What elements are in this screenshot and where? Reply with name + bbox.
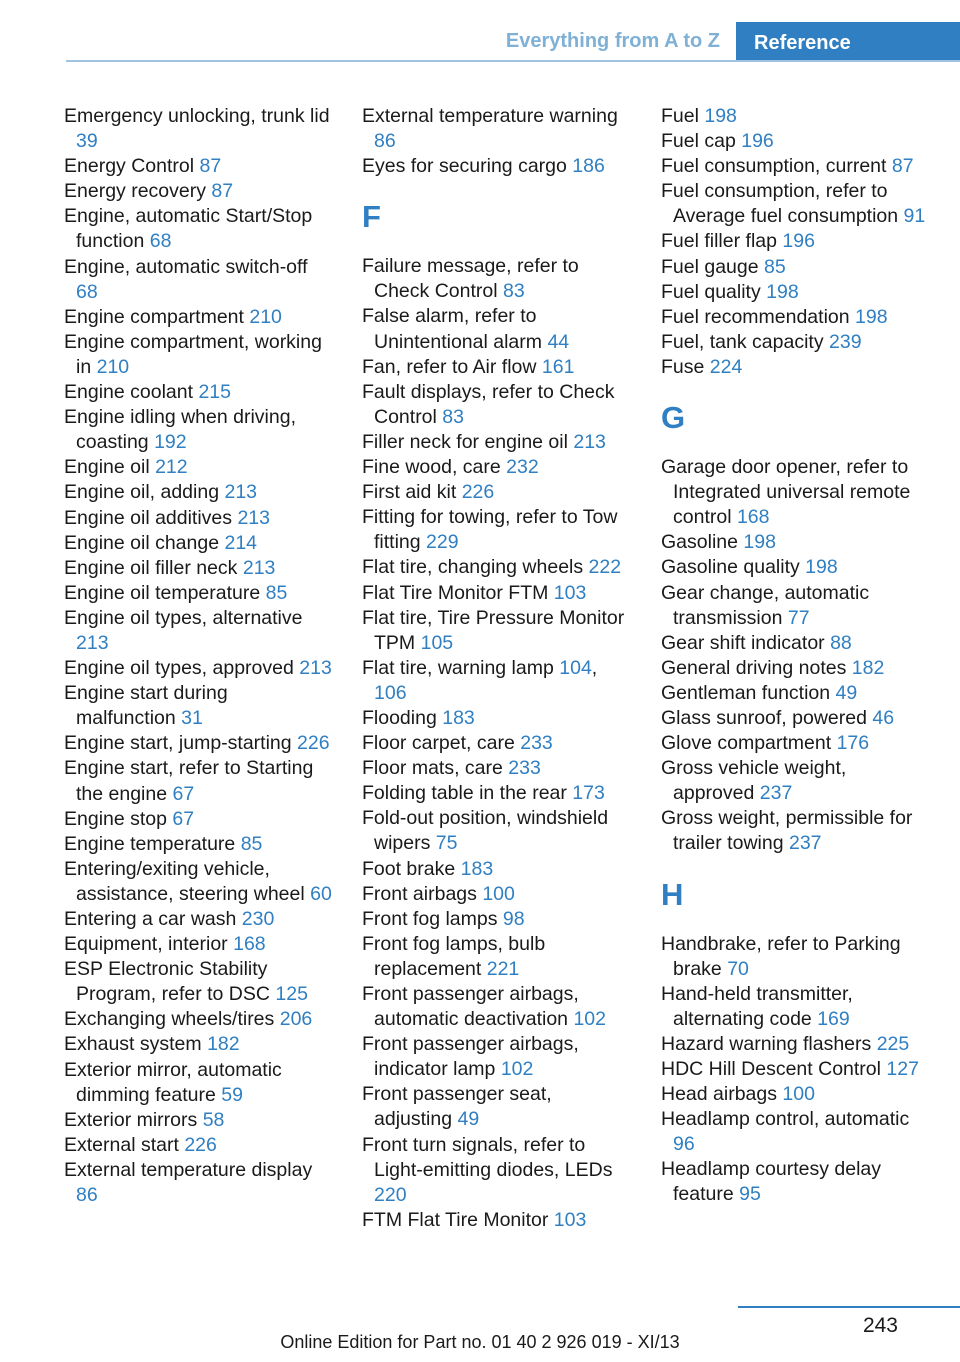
entry-text: External temperature display [64, 1158, 313, 1181]
index-entry [64, 1133, 332, 1158]
index-entry [362, 455, 630, 480]
entry-text: Front airbags [362, 882, 477, 905]
index-entry [64, 957, 332, 1007]
entry-text: Engine, automatic Start/Stop function [64, 205, 313, 253]
entry-text: Fault displays, refer to Check Control [362, 380, 615, 428]
entry-text: Headlamp courtesy delay feature [661, 1158, 882, 1206]
page-reference[interactable]: 98 [502, 907, 525, 930]
page-reference[interactable]: 220 [374, 1183, 407, 1206]
page-reference[interactable]: 67 [172, 782, 195, 805]
page-reference[interactable]: 215 [198, 381, 231, 404]
entry-text: ESP Electronic Stability Program, refer to DSC [64, 958, 270, 1006]
page-reference[interactable]: 182 [207, 1033, 240, 1056]
page-reference[interactable]: 196 [782, 230, 815, 253]
page-header [0, 0, 960, 62]
entry-text: Handbrake, refer to Parking brake [661, 932, 901, 980]
entry-text: Entering/exiting vehicle, assistance, steering wheel [64, 857, 305, 905]
index-entry [64, 531, 332, 556]
index-entry [64, 832, 332, 857]
index-entry [64, 1007, 332, 1032]
entry-text: Engine oil change [64, 531, 220, 554]
page-reference[interactable]: 198 [766, 280, 799, 303]
index-entry [661, 255, 929, 280]
entry-text: General driving notes [661, 656, 847, 679]
page-reference[interactable]: 46 [872, 706, 895, 729]
index-entry [661, 1057, 929, 1082]
index-entry [362, 505, 630, 555]
edition-note: Online Edition for Part no. 01 40 2 926 019 - XI/13 [280, 1332, 680, 1352]
entry-text: Energy Control [64, 155, 195, 178]
page-reference[interactable]: 86 [76, 1184, 98, 1207]
page-reference[interactable]: 39 [76, 130, 98, 153]
page-reference[interactable]: 192 [154, 431, 187, 454]
index-entry [661, 229, 929, 254]
index-entry [661, 330, 929, 355]
page-reference[interactable]: 75 [435, 832, 458, 855]
entry-text: Gear change, automatic transmission [661, 581, 870, 629]
entry-text: Front fog lamps [362, 907, 498, 930]
page-reference[interactable]: 233 [520, 732, 553, 755]
index-entry [661, 631, 929, 656]
page-reference[interactable]: 210 [96, 355, 130, 378]
entry-text: Garage door opener, refer to Integrated universal remote control [661, 456, 911, 529]
entry-text: Fan, refer to Air flow [362, 355, 537, 378]
page-reference[interactable]: 176 [836, 732, 870, 755]
index-column-1 [64, 104, 332, 1208]
chapter-tab: Reference [736, 22, 960, 62]
page-reference[interactable]: 49 [835, 681, 858, 704]
page-reference[interactable]: 58 [202, 1108, 225, 1131]
index-entry [64, 405, 332, 455]
index-entry [362, 706, 630, 731]
index-entry [362, 1082, 630, 1132]
entry-text: Glass sunroof, powered [661, 706, 867, 729]
index-entry [64, 455, 332, 480]
index-entry [64, 756, 332, 806]
page-reference[interactable]: 198 [743, 531, 776, 554]
entry-text: Engine start during malfunction [64, 682, 228, 730]
page-reference[interactable]: 198 [855, 305, 888, 328]
index-entry [661, 355, 929, 380]
index-entry [362, 154, 630, 179]
entry-text: Engine compartment, working in [64, 330, 322, 378]
entry-text: External start [64, 1133, 179, 1156]
page-reference[interactable]: 103 [553, 1208, 587, 1231]
index-entry [661, 681, 929, 706]
entry-text: Flat tire, Tire Pressure Monitor TPM [362, 606, 625, 654]
index-entry [661, 455, 929, 530]
index-entry [362, 731, 630, 756]
index-entry [362, 806, 630, 856]
index-entry [661, 656, 929, 681]
page-reference[interactable]: 100 [482, 882, 515, 905]
page-reference[interactable]: 213 [224, 481, 258, 504]
page-reference[interactable]: 214 [224, 531, 258, 554]
entry-text: First aid kit [362, 481, 457, 504]
index-entry: Flat tire, warning lamp 104, 106 [362, 656, 598, 704]
index-entry [362, 104, 630, 154]
index-entry [64, 506, 332, 531]
page-reference[interactable]: 161 [541, 355, 575, 378]
page-reference[interactable]: 87 [891, 155, 914, 178]
page-reference[interactable]: 196 [741, 130, 774, 153]
page-reference[interactable]: 237 [759, 782, 793, 805]
index-entry [661, 530, 929, 555]
entry-text: HDC Hill Descent Control [661, 1058, 881, 1080]
page-reference[interactable]: 221 [486, 957, 520, 980]
index-entry [64, 204, 332, 254]
index-entry [661, 1157, 929, 1207]
entry-text: Floor mats, care [362, 757, 503, 780]
index-entry [661, 305, 929, 330]
index-entry [661, 179, 929, 229]
page-reference[interactable]: 213 [76, 631, 109, 654]
index-entry [362, 1133, 630, 1208]
entry-text: Exhaust system [64, 1033, 202, 1056]
index-entry [64, 179, 332, 204]
page-reference[interactable]: 44 [547, 330, 570, 353]
index-entry [362, 480, 630, 505]
index-entry [661, 806, 929, 856]
entry-text: Exterior mirror, automatic dimming feature [64, 1058, 282, 1106]
header-rule [66, 60, 960, 62]
index-entry [64, 656, 332, 681]
entry-text: Glove compartment [661, 732, 832, 755]
index-entry [64, 305, 332, 330]
entry-text: Entering a car wash [64, 908, 237, 930]
index-entry [64, 154, 332, 179]
entry-text: Fuel consumption, current [661, 155, 887, 178]
index-entry [362, 430, 630, 455]
index-entry [64, 606, 332, 656]
index-column-3 [661, 104, 929, 1208]
entry-text: Gross vehicle weight, approved [661, 757, 847, 805]
page-reference[interactable]: 67 [172, 807, 195, 830]
entry-text: Fold-out position, windshield wipers [362, 807, 609, 855]
entry-text: Energy recovery [64, 180, 206, 203]
page-reference[interactable]: 212 [155, 456, 188, 479]
entry-text: Flooding [362, 706, 437, 729]
page-reference[interactable]: 232 [506, 456, 539, 479]
entry-text: Fuel cap [661, 130, 736, 153]
index-entry [362, 932, 630, 982]
index-entry [64, 731, 332, 756]
entry-text: Engine oil types, approved [64, 657, 294, 680]
page-reference[interactable]: 91 [903, 205, 926, 228]
entry-text: Filler neck for engine oil [362, 430, 568, 453]
index-entry [661, 154, 929, 179]
index-entry [362, 907, 630, 932]
entry-text: Fuel consumption, refer to Average fuel consumption [661, 180, 899, 228]
index-entry [64, 1058, 332, 1108]
entry-text: Fuel [661, 105, 699, 127]
index-entry [362, 555, 630, 580]
page-reference[interactable]: 233 [508, 757, 541, 780]
page-reference[interactable]: 102 [573, 1008, 606, 1031]
index-entry [362, 1032, 630, 1082]
index-entry [661, 581, 929, 631]
page-reference[interactable]: 198 [704, 105, 737, 127]
index-entry [362, 857, 630, 882]
page-reference[interactable]: 125 [275, 983, 308, 1006]
footer-rule [738, 1306, 960, 1308]
page-reference[interactable]: 59 [221, 1083, 243, 1106]
entry-text: False alarm, refer to Unintentional alarm [362, 305, 543, 353]
page-reference[interactable]: 224 [709, 355, 743, 378]
index-column-2 [362, 104, 630, 1233]
page-reference[interactable]: 83 [442, 405, 464, 428]
index-entry [64, 330, 332, 380]
index-entry [362, 581, 630, 606]
entry-text: Emergency unlocking, trunk lid [64, 105, 330, 127]
page-reference[interactable]: 60 [310, 882, 332, 905]
entry-text: Engine idling when driving, coasting [64, 406, 296, 454]
entry-text: Gear shift indicator [661, 631, 825, 654]
page-reference[interactable]: 88 [830, 631, 852, 654]
entry-text: Front passenger seat, adjusting [362, 1083, 552, 1131]
entry-text: Engine oil types, alternative [64, 606, 303, 629]
entry-text: Fitting for towing, refer to Tow fitting [362, 506, 618, 554]
entry-text: Engine, automatic switch-off [64, 255, 308, 278]
page-reference[interactable]: 230 [241, 908, 275, 930]
index-entry [64, 907, 332, 932]
page-reference[interactable]: 31 [181, 707, 203, 730]
index-entry [362, 756, 630, 781]
page-reference[interactable]: 239 [829, 330, 862, 353]
entry-text: Fuel filler flap [661, 230, 777, 253]
entry-text: Foot brake [362, 857, 456, 880]
entry-text: Front passenger airbags, indicator lamp [362, 1033, 579, 1081]
entry-text: Engine start, refer to Starting the engine [64, 757, 314, 805]
section-title: Everything from A to Z [505, 30, 720, 52]
index-entry [661, 1107, 929, 1157]
index-entry [362, 606, 630, 656]
page-reference[interactable]: 226 [297, 732, 330, 755]
entry-text: Exterior mirrors [64, 1108, 198, 1131]
entry-text: Engine oil temperature [64, 581, 261, 604]
entry-text: Engine oil filler neck [64, 556, 238, 579]
page-reference[interactable]: 229 [426, 531, 459, 554]
page-reference[interactable]: 106 [374, 681, 407, 704]
index-entry [64, 581, 332, 606]
page-reference[interactable]: 225 [876, 1032, 910, 1055]
page-reference[interactable]: 183 [442, 706, 475, 729]
page-reference[interactable]: 87 [199, 155, 222, 178]
index-entry [661, 756, 929, 806]
page-reference[interactable]: 95 [739, 1183, 761, 1206]
page-reference[interactable]: 213 [573, 430, 606, 453]
index-entry [362, 882, 630, 907]
entry-text: Engine oil [64, 456, 150, 479]
index-entry [661, 1082, 929, 1107]
index-entry [661, 104, 929, 129]
entry-text: Flat tire, warning lamp [362, 656, 554, 679]
page-reference[interactable]: 198 [805, 556, 838, 579]
page-reference[interactable]: 169 [817, 1007, 850, 1030]
index-entry [362, 254, 630, 304]
entry-text: Fuel quality [661, 280, 761, 303]
index-entry [64, 932, 332, 957]
page-reference[interactable]: 100 [782, 1083, 815, 1106]
section-letter: F [362, 199, 381, 235]
entry-text: Fuel recommendation [661, 305, 850, 328]
entry-text: Front passenger airbags, automatic deactivation [362, 983, 579, 1031]
entry-text: Floor carpet, care [362, 732, 515, 755]
page-reference[interactable]: 168 [736, 506, 770, 529]
index-entry [362, 304, 630, 354]
entry-text: Flat tire, changing wheels [362, 556, 584, 579]
section-letter: G [661, 400, 686, 436]
index-entry [661, 706, 929, 731]
entry-text: Folding table in the rear [362, 782, 567, 805]
page-reference[interactable]: 102 [500, 1058, 534, 1081]
entry-text: Gross weight, permissible for trailer towing [661, 807, 913, 855]
page-reference[interactable]: 86 [374, 130, 396, 153]
index-entry [661, 280, 929, 305]
entry-text: Gasoline quality [661, 556, 800, 579]
index-entry [661, 555, 929, 580]
entry-text: Fuse [661, 355, 705, 378]
index-entry [362, 380, 630, 430]
entry-text: Equipment, interior [64, 933, 228, 956]
page-reference[interactable]: 226 [461, 481, 495, 504]
index-entry [362, 355, 630, 380]
entry-text: Eyes for securing cargo [362, 155, 567, 178]
index-entry [64, 255, 332, 305]
page-reference[interactable]: 182 [851, 656, 885, 679]
index-entry [64, 480, 332, 505]
index-entry [661, 1032, 929, 1057]
entry-text: Front fog lamps, bulb replacement [362, 932, 546, 980]
page-number: 243 [862, 1314, 898, 1337]
entry-text: External temperature warning [362, 105, 618, 127]
index-entry [362, 781, 630, 806]
index-entry [661, 932, 929, 982]
entry-text: FTM Flat Tire Monitor [362, 1208, 549, 1231]
page-reference[interactable]: 68 [149, 230, 172, 253]
page-reference[interactable]: 70 [727, 957, 749, 980]
page-reference[interactable]: 105 [420, 631, 454, 654]
page-reference[interactable]: 210 [249, 305, 282, 328]
page-reference[interactable]: 85 [240, 832, 263, 855]
index-entry [661, 982, 929, 1032]
page-reference[interactable]: 85 [265, 581, 288, 604]
page-reference[interactable]: 87 [211, 180, 234, 203]
entry-text: Engine start, jump-starting [64, 732, 292, 755]
index-entry [362, 982, 630, 1032]
entry-text: Hand-held transmitter, alternating code [661, 982, 853, 1030]
page-reference[interactable]: 104 [559, 656, 592, 679]
entry-text: Front turn signals, refer to Light-emitting diodes, LEDs [362, 1133, 613, 1181]
index-entry [64, 1108, 332, 1133]
page-reference[interactable]: 213 [242, 556, 276, 579]
page-reference[interactable]: 173 [572, 782, 605, 805]
page-reference[interactable]: 222 [588, 556, 622, 579]
page-reference[interactable]: 49 [457, 1108, 480, 1131]
entry-text: Engine oil, adding [64, 481, 220, 504]
page-reference[interactable]: 186 [572, 155, 605, 178]
index-entry [64, 556, 332, 581]
entry-text: Engine stop [64, 807, 167, 830]
entry-text: Engine oil additives [64, 506, 233, 529]
index-entry [661, 731, 929, 756]
entry-text: Engine compartment [64, 305, 244, 328]
entry-text: Headlamp control, automatic [661, 1108, 910, 1131]
entry-text: Hazard warning flashers [661, 1032, 872, 1055]
page-reference[interactable]: 85 [764, 255, 786, 278]
index-entry [64, 1158, 332, 1208]
page-reference[interactable]: 237 [788, 832, 822, 855]
index-entry [64, 681, 332, 731]
entry-text: Gasoline [661, 531, 738, 554]
entry-text: Flat Tire Monitor FTM [362, 581, 549, 604]
page-reference[interactable]: 103 [553, 581, 587, 604]
entry-text: Fuel, tank capacity [661, 330, 824, 353]
index-entry [64, 1032, 332, 1057]
entry-text: Engine coolant [64, 381, 194, 404]
page-reference[interactable]: 96 [673, 1133, 695, 1156]
page-reference[interactable]: 77 [787, 606, 810, 629]
page-reference[interactable]: 168 [233, 933, 266, 956]
entry-text: Fuel gauge [661, 255, 759, 278]
page-reference[interactable]: 83 [502, 280, 525, 303]
index-entry [64, 380, 332, 405]
page-reference[interactable]: 226 [184, 1133, 217, 1156]
index-entry [362, 1208, 630, 1233]
index-entry [64, 857, 332, 907]
entry-text: Head airbags [661, 1083, 777, 1106]
entry-text: Engine temperature [64, 832, 236, 855]
page-reference[interactable]: 213 [299, 657, 332, 680]
page-reference[interactable]: 127 [886, 1058, 919, 1080]
page-reference[interactable]: 213 [237, 506, 270, 529]
section-letter: H [661, 876, 684, 912]
entry-text: Failure message, refer to Check Control [362, 255, 579, 303]
page-reference[interactable]: 68 [76, 280, 98, 303]
page-reference[interactable]: 206 [279, 1008, 313, 1031]
index-entry [64, 104, 332, 154]
page-reference[interactable]: 183 [460, 857, 494, 880]
index-entry [64, 807, 332, 832]
entry-text: Fine wood, care [362, 456, 501, 479]
entry-text: Gentleman function [661, 681, 831, 704]
index-entry [661, 129, 929, 154]
entry-text: Exchanging wheels/tires [64, 1008, 275, 1031]
